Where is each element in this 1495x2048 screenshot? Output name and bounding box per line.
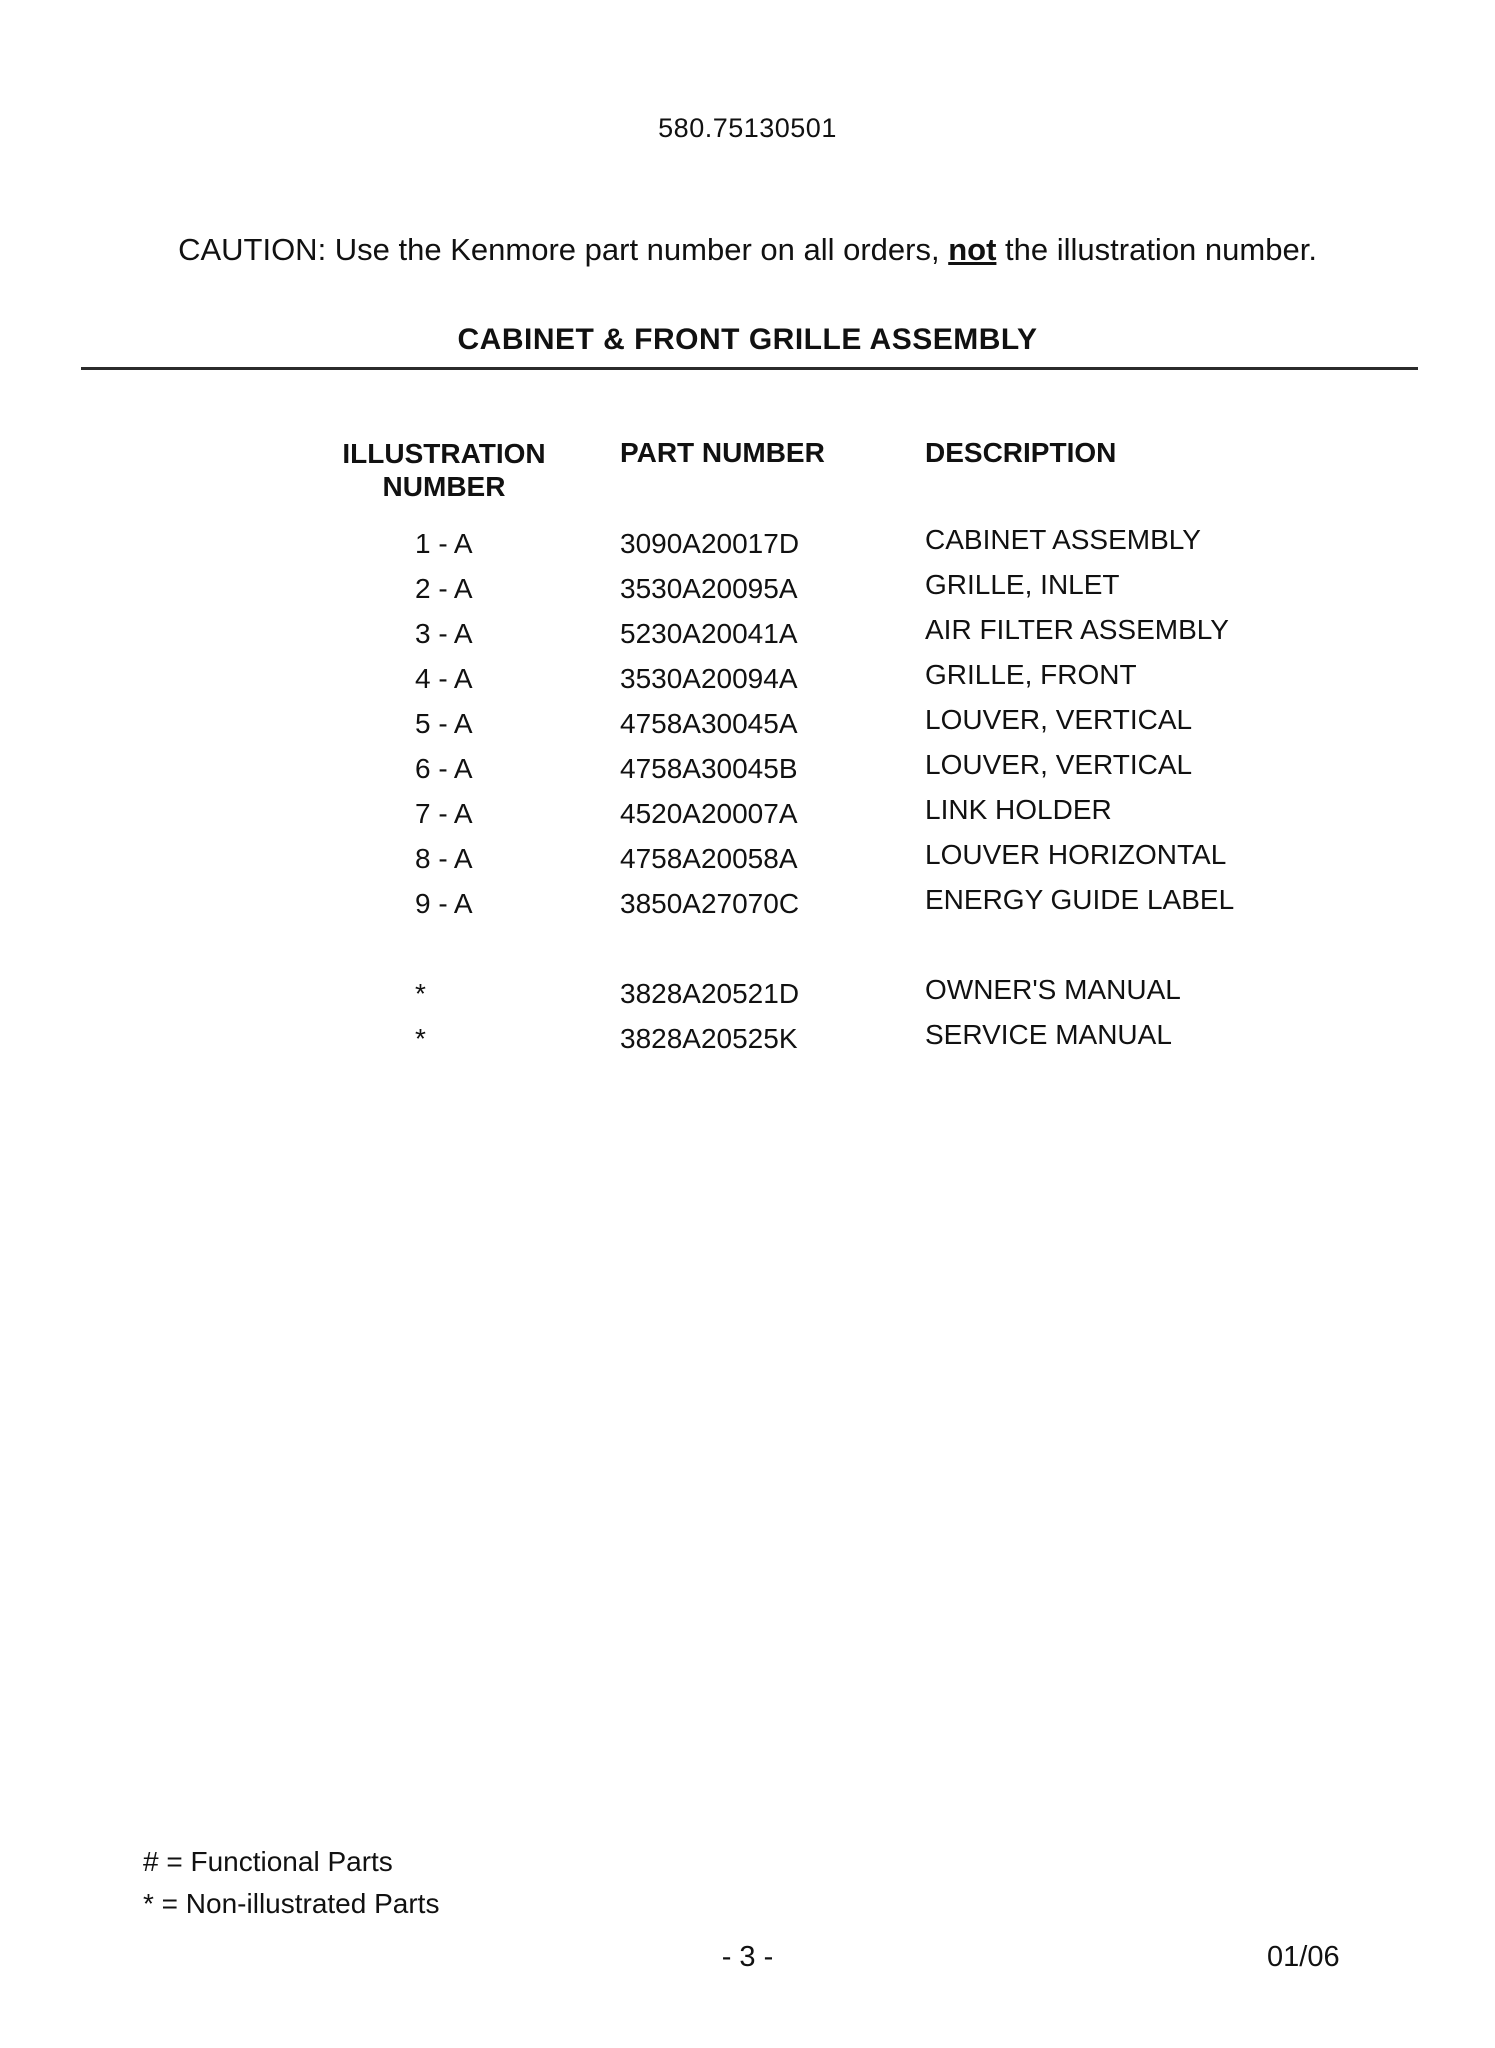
- table-row: [0, 614, 1495, 652]
- part-number-cell: 4520A20007A: [620, 798, 798, 829]
- table-row-non-illustrated: [0, 1019, 1495, 1057]
- caution-text-prefix: CAUTION: Use the Kenmore part number on all orders,: [178, 232, 949, 267]
- description-cell: LOUVER, VERTICAL: [925, 704, 1193, 735]
- column-header-illustration-line2: NUMBER: [382, 471, 506, 502]
- table-row: [0, 569, 1495, 607]
- description-cell: SERVICE MANUAL: [925, 1019, 1172, 1050]
- description-cell: GRILLE, INLET: [925, 569, 1120, 600]
- part-number-cell: 3530A20094A: [620, 663, 798, 694]
- illustration-number-cell: 5 - A: [415, 708, 473, 739]
- part-number-cell: 3530A20095A: [620, 573, 798, 604]
- table-row: [0, 749, 1495, 787]
- legend-functional-parts: # = Functional Parts: [143, 1846, 393, 1877]
- description-cell: AIR FILTER ASSEMBLY: [925, 614, 1229, 645]
- caution-text-suffix: the illustration number.: [996, 232, 1317, 267]
- illustration-number-cell: 2 - A: [415, 573, 473, 604]
- part-number-cell: 4758A30045A: [620, 708, 798, 739]
- illustration-number-cell: 7 - A: [415, 798, 473, 829]
- table-row: [0, 524, 1495, 562]
- table-row: [0, 884, 1495, 922]
- part-number-cell: 3828A20521D: [620, 978, 800, 1009]
- part-number-cell: 3090A20017D: [620, 528, 800, 559]
- column-header-description: DESCRIPTION: [925, 437, 1117, 468]
- part-number-cell: 4758A20058A: [620, 843, 798, 874]
- part-number-cell: 5230A20041A: [620, 618, 798, 649]
- illustration-number-cell: 1 - A: [415, 528, 473, 559]
- table-row: [0, 659, 1495, 697]
- illustration-number-cell: 6 - A: [415, 753, 473, 784]
- illustration-number-cell: 8 - A: [415, 843, 473, 874]
- horizontal-divider: [81, 367, 1418, 370]
- description-cell: LOUVER HORIZONTAL: [925, 839, 1227, 870]
- description-cell: OWNER'S MANUAL: [925, 974, 1181, 1005]
- part-number-cell: 4758A30045B: [620, 753, 798, 784]
- illustration-number-cell: 9 - A: [415, 888, 473, 919]
- table-row: [0, 839, 1495, 877]
- table-row: [0, 794, 1495, 832]
- description-cell: LOUVER, VERTICAL: [925, 749, 1193, 780]
- column-header-illustration-number: [330, 437, 558, 503]
- section-title: CABINET & FRONT GRILLE ASSEMBLY: [457, 323, 1038, 356]
- description-cell: GRILLE, FRONT: [925, 659, 1137, 690]
- column-header-part-number: PART NUMBER: [620, 437, 825, 468]
- document-number: 580.75130501: [658, 113, 837, 143]
- legend-non-illustrated-parts: * = Non-illustrated Parts: [143, 1888, 440, 1919]
- illustration-number-cell: 3 - A: [415, 618, 473, 649]
- description-cell: CABINET ASSEMBLY: [925, 524, 1201, 555]
- description-cell: ENERGY GUIDE LABEL: [925, 884, 1235, 915]
- table-row: [0, 704, 1495, 742]
- column-header-illustration-line1: ILLUSTRATION: [342, 438, 546, 469]
- illustration-number-cell: *: [415, 1023, 426, 1054]
- part-number-cell: 3850A27070C: [620, 888, 800, 919]
- caution-note: [0, 232, 1495, 268]
- description-cell: LINK HOLDER: [925, 794, 1112, 825]
- table-row-non-illustrated: [0, 974, 1495, 1012]
- legend: [143, 1841, 439, 1925]
- illustration-number-cell: 4 - A: [415, 663, 473, 694]
- illustration-number-cell: *: [415, 978, 426, 1009]
- revision-date: 01/06: [1267, 1941, 1340, 1973]
- caution-text-emphasis: not: [948, 232, 997, 267]
- part-number-cell: 3828A20525K: [620, 1023, 798, 1054]
- page-number: - 3 -: [721, 1941, 774, 1973]
